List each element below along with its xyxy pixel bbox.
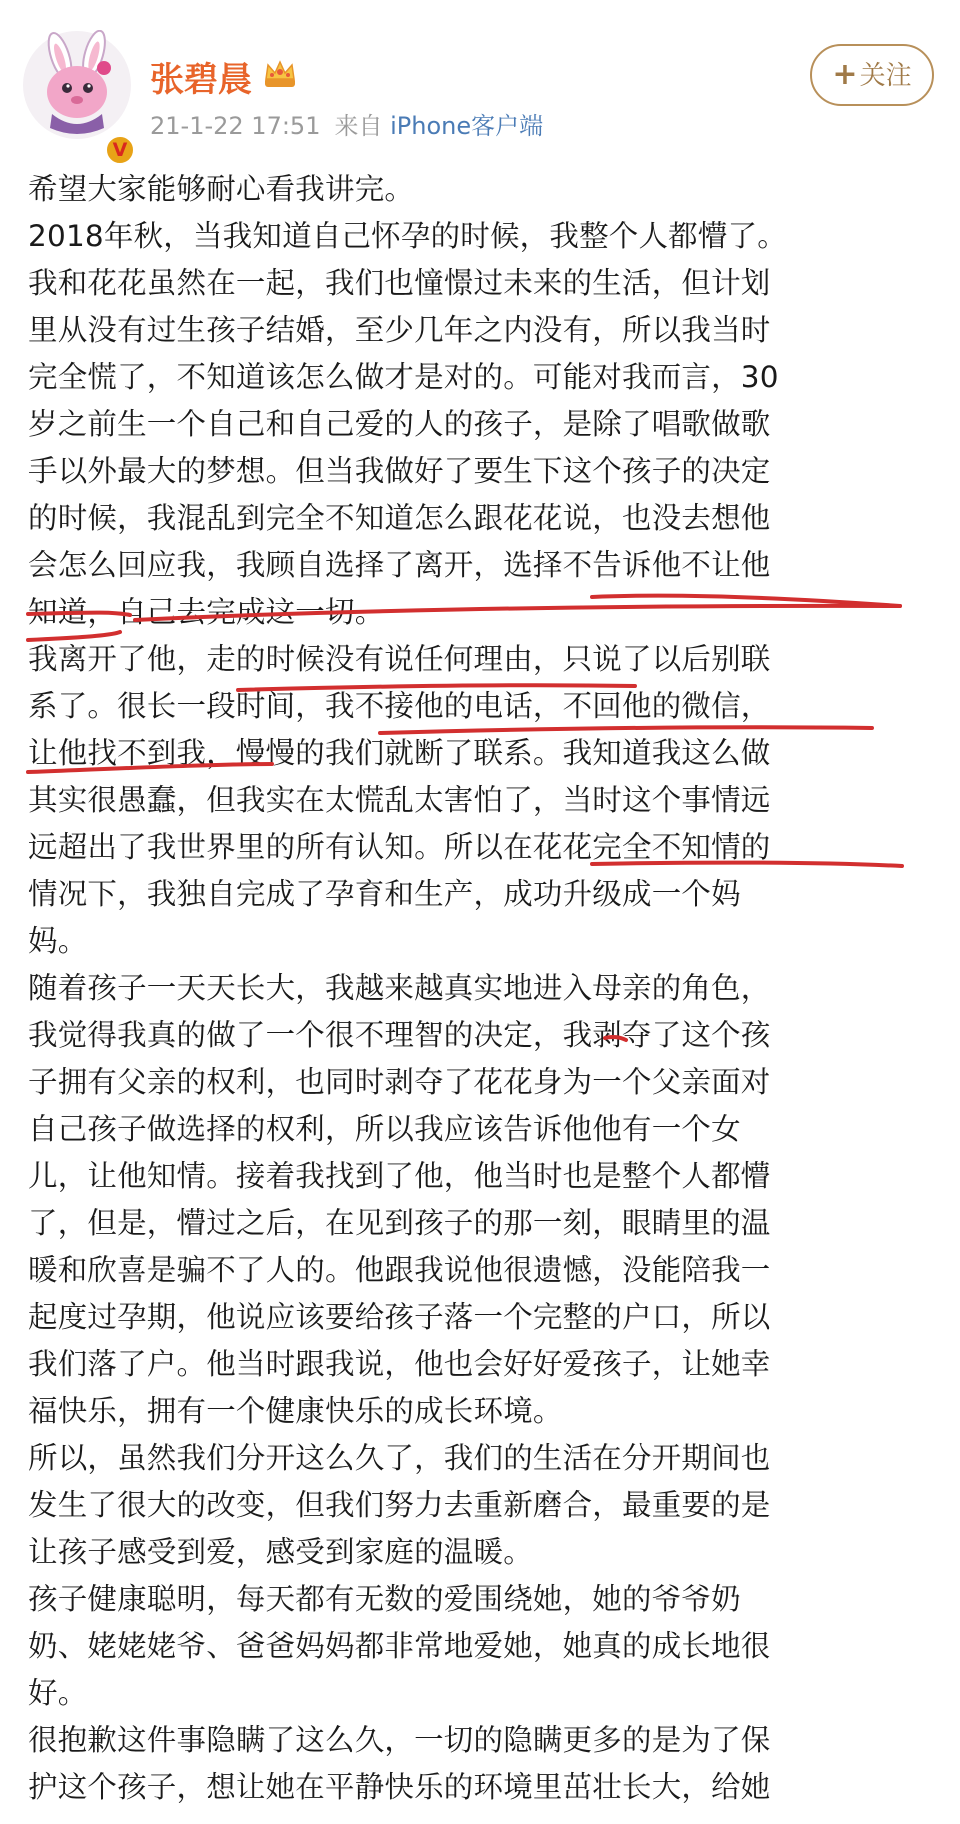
post-text-line: 系了。很长一段时间，我不接他的电话，不回他的微信， [28, 689, 771, 723]
post-text-line: 远超出了我世界里的所有认知。所以在花花完全不知情的 [28, 830, 771, 864]
verified-v-icon: V [104, 134, 136, 166]
post-text-line: 发生了很大的改变，但我们努力去重新磨合，最重要的是 [28, 1488, 771, 1522]
post-text-line: 随着孩子一天天长大，我越来越真实地进入母亲的角色， [28, 971, 771, 1005]
post-text-line: 好。 [28, 1676, 88, 1710]
follow-button[interactable] [810, 44, 934, 106]
post-text-line: 妈。 [28, 924, 88, 958]
post-text-line: 子拥有父亲的权利，也同时剥夺了花花身为一个父亲面对 [28, 1065, 771, 1099]
post-text-line: 孩子健康聪明，每天都有无数的爱围绕她，她的爷爷奶 [28, 1582, 741, 1616]
post-text-line: 完全慌了，不知道该怎么做才是对的。可能对我而言，30 [28, 360, 779, 394]
bunny-avatar-icon [22, 30, 132, 140]
plus-icon: + [832, 57, 858, 92]
post-text-line: 儿，让他知情。接着我找到了他，他当时也是整个人都懵 [28, 1159, 771, 1193]
post-text-line: 所以，虽然我们分开这么久了，我们的生活在分开期间也 [28, 1441, 771, 1475]
post-meta [150, 106, 543, 141]
username[interactable]: 张碧晨 [150, 60, 252, 100]
post-text-line: 福快乐，拥有一个健康快乐的成长环境。 [28, 1394, 563, 1428]
post-text-line: 我觉得我真的做了一个很不理智的决定，我剥夺了这个孩 [28, 1018, 771, 1052]
post-text-line: 自己孩子做选择的权利，所以我应该告诉他他有一个女 [28, 1112, 741, 1146]
post-text-line: 其实很愚蠢，但我实在太慌乱太害怕了，当时这个事情远 [28, 783, 771, 817]
post-text-line: 奶、姥姥姥爷、爸爸妈妈都非常地爱她，她真的成长地很 [28, 1629, 771, 1663]
post-text-line: 2018年秋，当我知道自己怀孕的时候，我整个人都懵了。 [28, 219, 787, 253]
post-text-line: 手以外最大的梦想。但当我做好了要生下这个孩子的决定 [28, 454, 771, 488]
post-text-line: 岁之前生一个自己和自己爱的人的孩子，是除了唱歌做歌 [28, 407, 771, 441]
post-text-line: 让他找不到我，慢慢的我们就断了联系。我知道我这么做 [28, 736, 771, 770]
post-text-line: 让孩子感受到爱，感受到家庭的温暖。 [28, 1535, 533, 1569]
post-text-line: 知道，自己去完成这一切。 [28, 595, 385, 629]
post-body [28, 166, 938, 1811]
post-text-line: 里从没有过生孩子结婚，至少几年之内没有，所以我当时 [28, 313, 771, 347]
source-prefix: 来自 [334, 112, 383, 140]
post-text-line: 会怎么回应我，我顾自选择了离开，选择不告诉他不让他 [28, 548, 771, 582]
crown-icon [262, 58, 298, 90]
post-text-line: 很抱歉这件事隐瞒了这么久，一切的隐瞒更多的是为了保 [28, 1723, 771, 1757]
post-text-line: 的时候，我混乱到完全不知道怎么跟花花说，也没去想他 [28, 501, 771, 535]
follow-label: 关注 [859, 61, 912, 91]
post-text-line: 起度过孕期，他说应该要给孩子落一个完整的户口，所以 [28, 1300, 771, 1334]
avatar[interactable] [22, 30, 132, 161]
post-text-line: 我离开了他，走的时候没有说任何理由，只说了以后别联 [28, 642, 771, 676]
post-text-line: 情况下，我独自完成了孕育和生产，成功升级成一个妈 [28, 877, 741, 911]
source-link[interactable]: iPhone客户端 [390, 112, 544, 140]
post-text-line: 暖和欣喜是骗不了人的。他跟我说他很遗憾，没能陪我一 [28, 1253, 771, 1287]
post-timestamp: 21-1-22 17:51 [150, 112, 321, 140]
post-text-line: 了，但是，懵过之后，在见到孩子的那一刻，眼睛里的温 [28, 1206, 771, 1240]
post-text-line: 我和花花虽然在一起，我们也憧憬过未来的生活，但计划 [28, 266, 771, 300]
post-text-line: 希望大家能够耐心看我讲完。 [28, 172, 415, 206]
post-text-line: 护这个孩子，想让她在平静快乐的环境里茁壮长大，给她 [28, 1770, 771, 1804]
post-text-line: 我们落了户。他当时跟我说，他也会好好爱孩子，让她幸 [28, 1347, 771, 1381]
